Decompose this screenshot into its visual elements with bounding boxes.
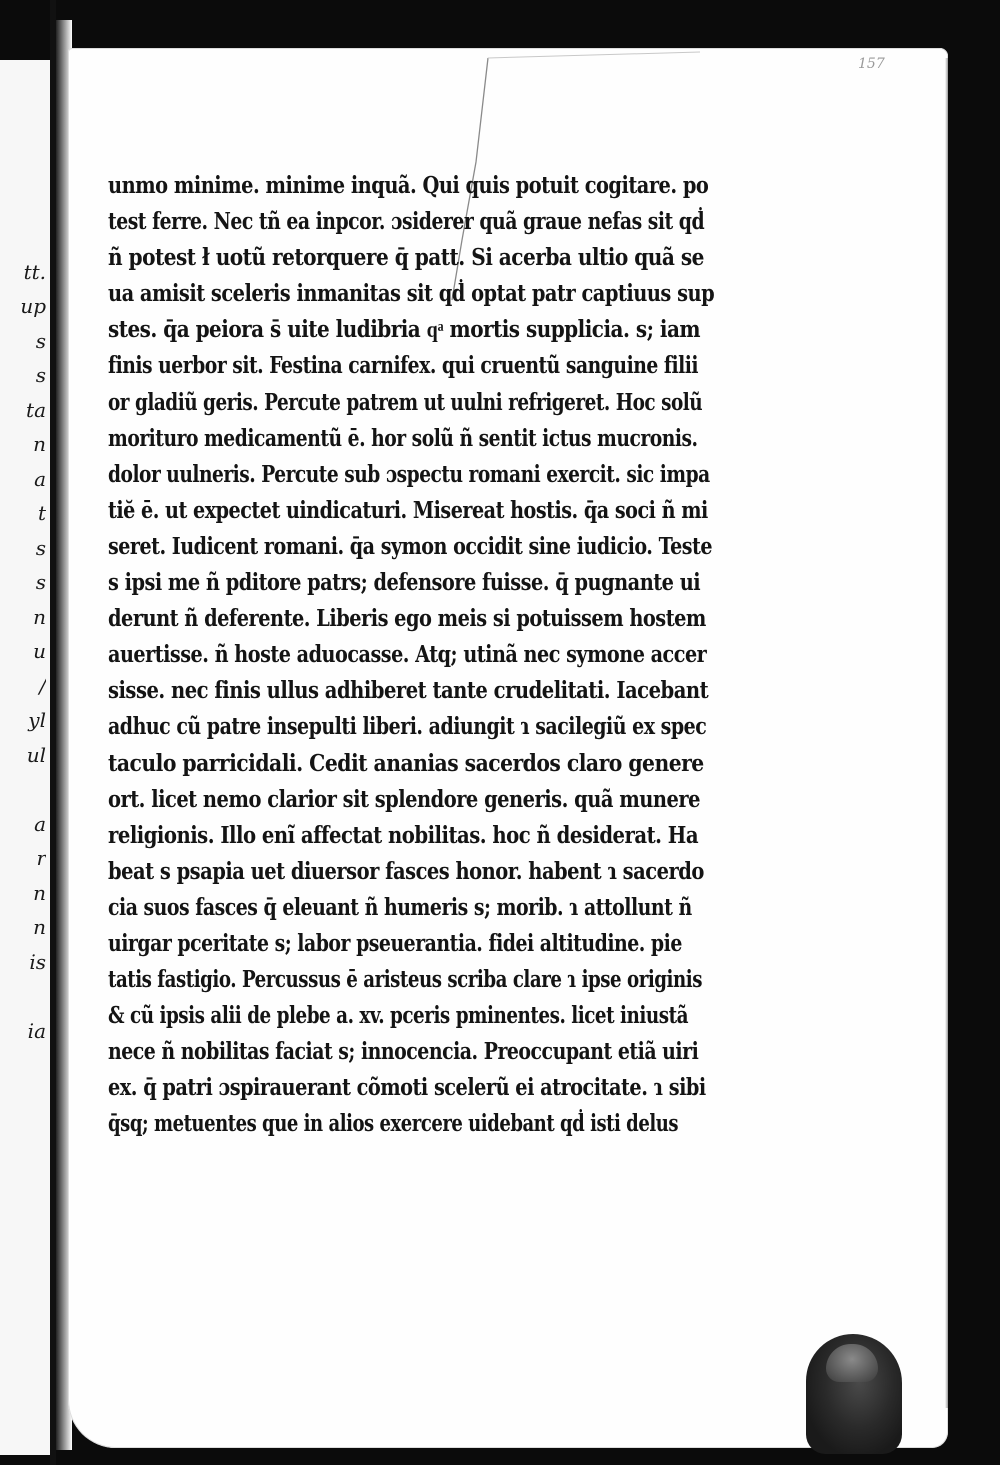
previous-page-fragment: ia: [27, 1018, 46, 1043]
manuscript-line: ex. q̄ patri ɔspirauerant cõmoti scelerũ ei atrocitate. ɿ sibi: [108, 1074, 706, 1102]
previous-page-fragment: is: [29, 949, 46, 974]
previous-page-fragment: ta: [26, 397, 46, 422]
manuscript-line: ñ potest ł uotũ retorquere q̄ patt. Si acerba ultio quã se: [108, 244, 704, 272]
manuscript-line: cia suos fasces q̄ eleuant ñ humeris s; morib. ɿ attollunt ñ: [108, 893, 692, 921]
previous-page-fragment: s: [35, 570, 46, 594]
manuscript-line: test ferre. Nec tñ ea inpcor. ɔsiderer quã graue nefas sit qḋ: [108, 208, 705, 236]
previous-page-edge: [0, 60, 50, 1455]
previous-page-fragment: up: [20, 294, 46, 318]
manuscript-line: stes. q̄a peiora s̄ uite ludibria qͣ mortis supplicia. s; iam: [108, 316, 701, 344]
previous-page-fragment: r: [36, 846, 46, 870]
manuscript-line: tatis fastigio. Percussus ē aristeus scriba clare ɿ ipse originis: [108, 966, 702, 994]
manuscript-line: q̄sq; metuentes que in alios exercere uidebant qḋ isti delus: [108, 1110, 679, 1138]
folio-number: 157: [858, 56, 885, 72]
manuscript-line: derunt ñ deferente. Liberis ego meis si potuissem hostem: [108, 605, 706, 633]
leaf-edge: [945, 58, 948, 1408]
manuscript-text-block: [108, 168, 716, 1143]
manuscript-line: unmo minime. minime inquã. Qui quis potuit cogitare. po: [108, 172, 709, 199]
manuscript-line: beat s psapia uet diuersor fasces honor. habent ɿ sacerdo: [108, 857, 704, 885]
previous-page-fragment: /: [39, 673, 46, 698]
manuscript-line: or gladiũ geris. Percute patrem ut uulni refrigeret. Hoc solũ: [108, 388, 703, 416]
previous-page-fragment: [2, 220, 46, 255]
previous-page-text: [2, 220, 46, 1048]
manuscript-line: & cũ ipsis alii de plebe a. xv. pceris pminentes. licet iniustã: [108, 1002, 689, 1030]
previous-page-fragment: tt.: [23, 259, 46, 284]
manuscript-line: sisse. nec finis ullus adhiberet tante crudelitati. Iacebant: [108, 677, 709, 705]
previous-page-fragment: s: [35, 535, 46, 560]
manuscript-line: morituro medicamentũ ē. hor solũ ñ sentit ictus mucronis.: [108, 424, 698, 452]
manuscript-line: auertisse. ñ hoste aduocasse. Atq; utinã nec symone accer: [108, 641, 707, 669]
manuscript-line: uirgar pceritate s; labor pseuerantia. fidei altitudine. pie: [108, 929, 682, 957]
manuscript-line: seret. Iudicent romani. q̄a symon occidit sine iudicio. Teste: [108, 532, 713, 560]
previous-page-fragment: n: [33, 880, 46, 905]
manuscript-line: s ipsi me ñ pditore patrs; defensore fuisse. q̄ pugnante ui: [108, 569, 701, 597]
manuscript-line: ort. licet nemo clarior sit splendore generis. quã munere: [108, 785, 701, 813]
previous-page-fragment: [2, 979, 46, 1014]
previous-page-fragment: u: [33, 639, 46, 663]
thumb-nail: [826, 1344, 878, 1382]
manuscript-line: taculo parricidali. Cedit ananias sacerdos claro genere: [108, 749, 704, 777]
previous-page-fragment: s: [35, 328, 46, 353]
previous-page-fragment: ul: [26, 742, 46, 767]
previous-page-fragment: [2, 772, 46, 807]
manuscript-line: adhuc cũ patre insepulti liberi. adiungit ɿ sacilegiũ ex spec: [108, 713, 707, 741]
previous-page-fragment: a: [34, 811, 46, 836]
previous-page-fragment: n: [33, 915, 46, 939]
manuscript-line: nece ñ nobilitas faciat s; innocencia. Preoccupant etiã uiri: [108, 1038, 699, 1066]
previous-page-fragment: n: [33, 604, 46, 629]
previous-page-fragment: s: [35, 363, 46, 387]
previous-page-fragment: yl: [28, 708, 46, 732]
previous-page-fragment: t: [37, 501, 46, 525]
previous-page-fragment: a: [34, 466, 46, 491]
manuscript-line: finis uerbor sit. Festina carnifex. qui cruentũ sanguine filii: [108, 352, 699, 380]
manuscript-line: religionis. Illo enĩ affectat nobilitas. hoc ñ desiderat. Ha: [108, 821, 699, 849]
manuscript-line: ua amisit sceleris inmanitas sit qḋ optat patr captiuus sup: [108, 280, 715, 308]
manuscript-line: tiĕ ē. ut expectet uindicaturi. Misereat hostis. q̄a soci ñ mi: [108, 496, 708, 524]
manuscript-line: dolor uulneris. Percute sub ɔspectu romani exercit. sic impa: [108, 460, 710, 488]
previous-page-fragment: n: [33, 432, 46, 456]
